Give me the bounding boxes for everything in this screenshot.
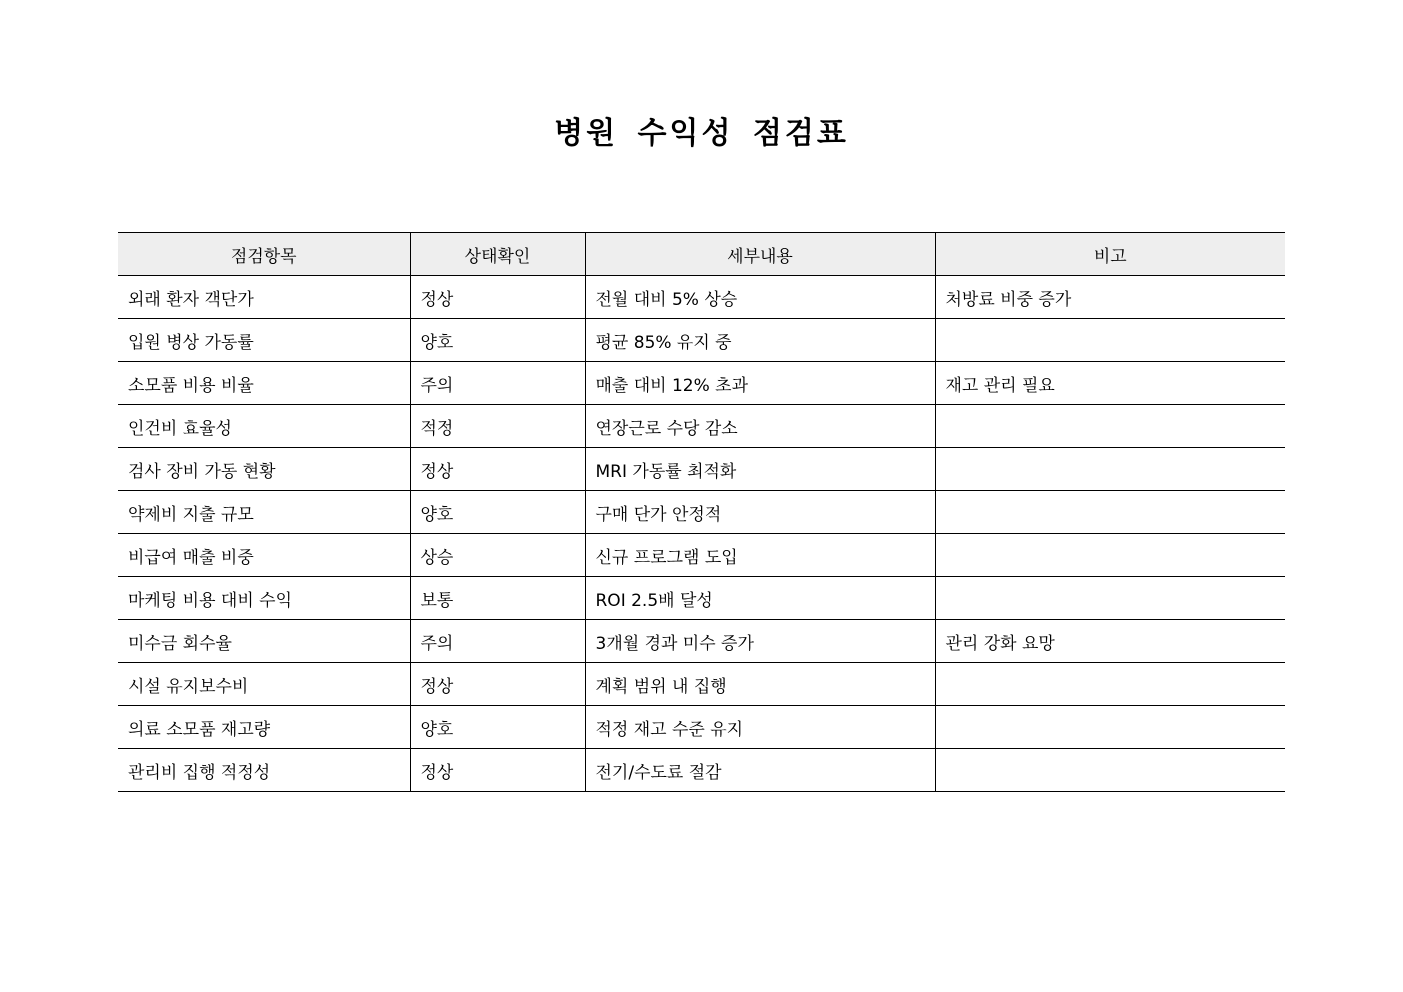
cell-detail: 3개월 경과 미수 증가	[585, 620, 935, 663]
cell-remark	[935, 749, 1285, 792]
cell-item: 검사 장비 가동 현황	[118, 448, 410, 491]
table-row	[118, 276, 1285, 319]
cell-remark	[935, 319, 1285, 362]
cell-status: 상승	[410, 534, 585, 577]
cell-detail: 계획 범위 내 집행	[585, 663, 935, 706]
cell-detail: 연장근로 수당 감소	[585, 405, 935, 448]
table-header-row	[118, 233, 1285, 276]
cell-status: 양호	[410, 491, 585, 534]
cell-status: 양호	[410, 319, 585, 362]
cell-remark	[935, 577, 1285, 620]
cell-status: 양호	[410, 706, 585, 749]
cell-detail: 평균 85% 유지 중	[585, 319, 935, 362]
cell-detail: MRI 가동률 최적화	[585, 448, 935, 491]
table-row	[118, 663, 1285, 706]
header-inspection-item: 점검항목	[118, 233, 410, 276]
cell-detail: 적정 재고 수준 유지	[585, 706, 935, 749]
table-row	[118, 448, 1285, 491]
table-row	[118, 534, 1285, 577]
cell-remark	[935, 534, 1285, 577]
cell-status: 주의	[410, 620, 585, 663]
table-row	[118, 362, 1285, 405]
table-row	[118, 749, 1285, 792]
cell-status: 주의	[410, 362, 585, 405]
cell-remark: 처방료 비중 증가	[935, 276, 1285, 319]
cell-status: 정상	[410, 448, 585, 491]
cell-status: 보통	[410, 577, 585, 620]
table-row	[118, 491, 1285, 534]
table-row	[118, 620, 1285, 663]
cell-status: 정상	[410, 663, 585, 706]
cell-remark	[935, 706, 1285, 749]
table-row	[118, 405, 1285, 448]
table-row	[118, 577, 1285, 620]
cell-remark	[935, 405, 1285, 448]
table-row	[118, 319, 1285, 362]
cell-item: 의료 소모품 재고량	[118, 706, 410, 749]
cell-item: 약제비 지출 규모	[118, 491, 410, 534]
cell-item: 마케팅 비용 대비 수익	[118, 577, 410, 620]
cell-detail: 구매 단가 안정적	[585, 491, 935, 534]
cell-item: 인건비 효율성	[118, 405, 410, 448]
cell-item: 관리비 집행 적정성	[118, 749, 410, 792]
cell-detail: 신규 프로그램 도입	[585, 534, 935, 577]
cell-status: 정상	[410, 749, 585, 792]
cell-remark	[935, 663, 1285, 706]
header-status-check: 상태확인	[410, 233, 585, 276]
cell-remark: 관리 강화 요망	[935, 620, 1285, 663]
cell-item: 외래 환자 객단가	[118, 276, 410, 319]
cell-detail: ROI 2.5배 달성	[585, 577, 935, 620]
cell-detail: 전기/수도료 절감	[585, 749, 935, 792]
cell-status: 정상	[410, 276, 585, 319]
cell-item: 시설 유지보수비	[118, 663, 410, 706]
inspection-table	[118, 232, 1285, 792]
cell-item: 미수금 회수율	[118, 620, 410, 663]
cell-detail: 매출 대비 12% 초과	[585, 362, 935, 405]
cell-item: 비급여 매출 비중	[118, 534, 410, 577]
cell-status: 적정	[410, 405, 585, 448]
cell-remark: 재고 관리 필요	[935, 362, 1285, 405]
page-title: 병원 수익성 점검표	[554, 116, 849, 151]
cell-detail: 전월 대비 5% 상승	[585, 276, 935, 319]
header-details: 세부내용	[585, 233, 935, 276]
cell-remark	[935, 491, 1285, 534]
cell-item: 소모품 비용 비율	[118, 362, 410, 405]
cell-remark	[935, 448, 1285, 491]
header-remarks: 비고	[935, 233, 1285, 276]
table-row	[118, 706, 1285, 749]
cell-item: 입원 병상 가동률	[118, 319, 410, 362]
